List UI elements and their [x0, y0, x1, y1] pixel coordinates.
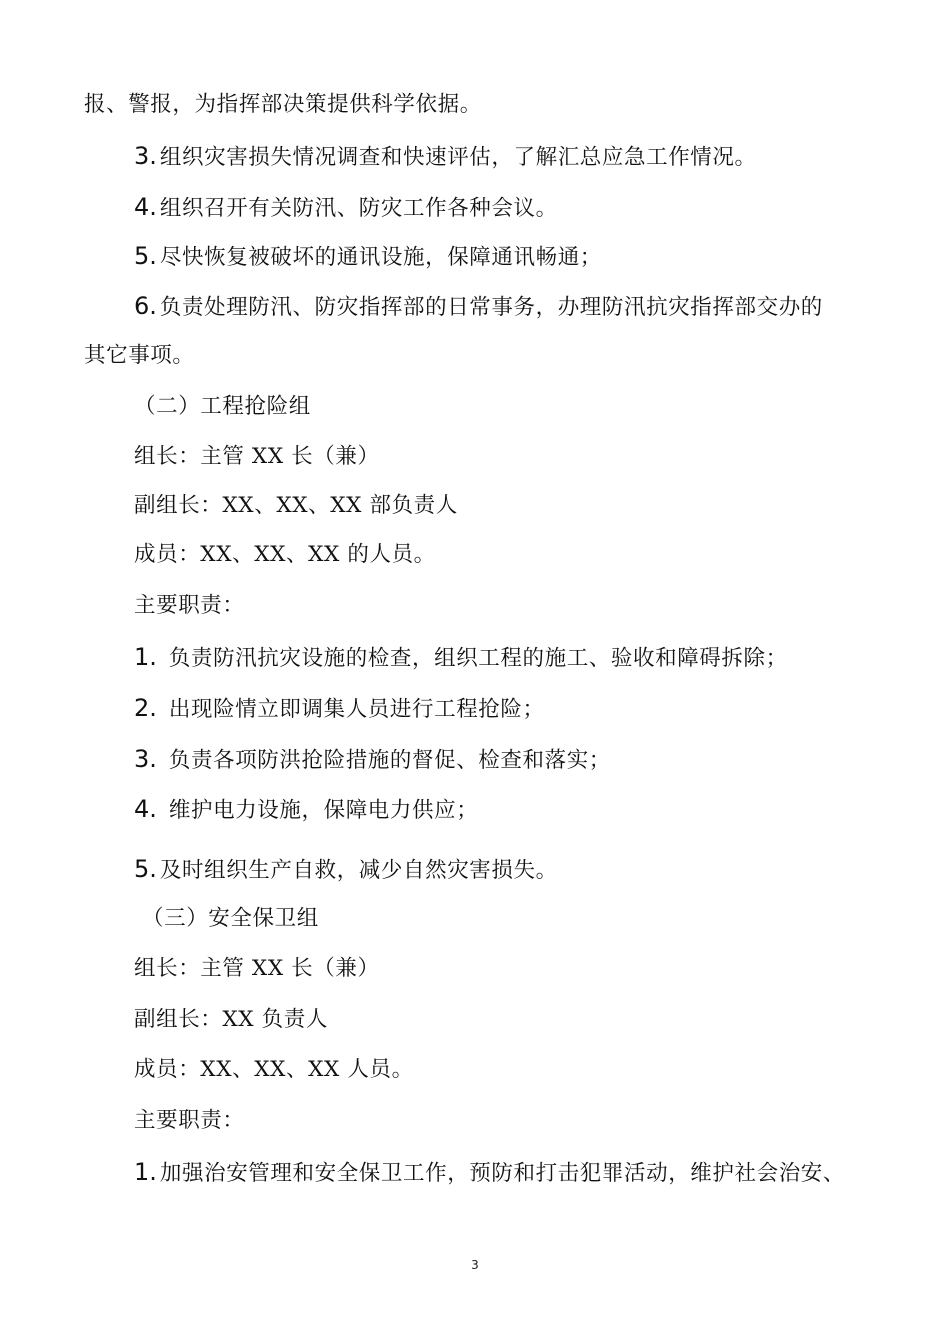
- paragraph-line: [134, 954, 380, 984]
- list-item: [134, 291, 823, 323]
- list-item: [134, 192, 558, 224]
- item-number: 1.: [134, 643, 157, 671]
- line-text: 负责防汛抗灾设施的检查，组织工程的施工、验收和障碍拆除；: [168, 646, 788, 671]
- line-text: 主要职责：: [134, 593, 245, 618]
- line-text: 其它事项。: [84, 343, 195, 368]
- paragraph-line: [134, 442, 380, 472]
- paragraph-line: [134, 540, 436, 570]
- paragraph-line: [84, 341, 195, 371]
- line-text: 负责处理防汛、防灾指挥部的日常事务，办理防汛抗灾指挥部交办的: [159, 295, 823, 320]
- paragraph-line: [134, 1005, 328, 1035]
- item-number: 2.: [134, 694, 157, 722]
- line-text: 出现险情立即调集人员进行工程抢险；: [168, 697, 545, 722]
- item-number: 3.: [134, 142, 157, 170]
- list-item: [134, 141, 757, 173]
- paragraph-line: [84, 90, 482, 120]
- line-text: 尽快恢复被破坏的通讯设施，保障通讯畅通；: [159, 245, 602, 270]
- item-number: 4.: [134, 795, 157, 823]
- line-text: 副组长：XX 负责人: [134, 1007, 328, 1032]
- line-text: 组织灾害损失情况调查和快速评估，了解汇总应急工作情况。: [159, 145, 757, 170]
- list-item: [134, 642, 788, 674]
- item-number: 1.: [134, 1158, 157, 1186]
- item-number: 4.: [134, 193, 157, 221]
- list-item: [134, 241, 602, 273]
- item-number: 6.: [134, 292, 157, 320]
- line-text: 加强治安管理和安全保卫工作，预防和打击犯罪活动，维护社会治安、: [159, 1161, 846, 1186]
- section-heading: [134, 392, 311, 422]
- list-item: [134, 744, 611, 776]
- item-number: 5.: [134, 242, 157, 270]
- line-text: 组长：主管 XX 长（兼）: [134, 444, 380, 469]
- paragraph-line: [134, 1106, 245, 1136]
- item-number: 5.: [134, 855, 157, 883]
- paragraph-line: [134, 1055, 414, 1085]
- list-item: [134, 794, 478, 826]
- line-text: 成员：XX、XX、XX 的人员。: [134, 542, 436, 567]
- item-number: 3.: [134, 745, 157, 773]
- line-text: 报、警报，为指挥部决策提供科学依据。: [84, 92, 482, 117]
- list-item: [134, 1157, 845, 1189]
- list-item: [134, 693, 545, 725]
- list-item: [134, 854, 558, 886]
- paragraph-line: [134, 591, 245, 621]
- section-heading: [142, 904, 319, 934]
- line-text: 组织召开有关防汛、防灾工作各种会议。: [159, 196, 558, 221]
- line-text: 副组长：XX、XX、XX 部负责人: [134, 493, 458, 518]
- page-number: 3: [471, 1258, 479, 1272]
- line-text: （二）工程抢险组: [134, 394, 311, 419]
- line-text: 及时组织生产自救，减少自然灾害损失。: [159, 858, 558, 883]
- paragraph-line: [134, 491, 458, 521]
- line-text: 维护电力设施，保障电力供应；: [168, 798, 479, 823]
- line-text: 成员：XX、XX、XX 人员。: [134, 1057, 414, 1082]
- line-text: 主要职责：: [134, 1108, 245, 1133]
- line-text: 负责各项防洪抢险措施的督促、检查和落实；: [168, 748, 611, 773]
- line-text: 组长：主管 XX 长（兼）: [134, 956, 380, 981]
- line-text: （三）安全保卫组: [142, 906, 319, 931]
